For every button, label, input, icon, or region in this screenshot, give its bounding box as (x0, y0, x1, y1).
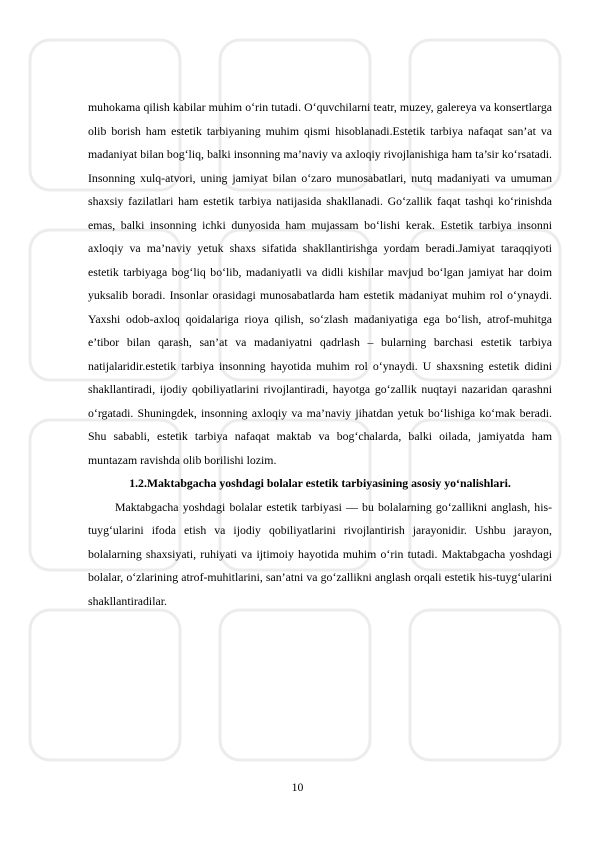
body-text (88, 96, 552, 613)
body-paragraph-1: muhokama qilish kabilar muhim o‘rin tutadi. O‘quvchilarni teatr, muzey, galereya va konsertlarga olib borish ham estetik tarbiyaning muhim qismi hisoblanadi.Estetik tarbiya nafaqat san’at va madaniyat bilan bog‘liq, balki insonning ma’naviy va axloqiy rivojlanishiga ham ta’sir ko‘rsatadi. Insonning xulq-atvori, uning jamiyat bilan o‘zaro munosabatlari, nutq madaniyati va umuman shaxsiy fazilatlari ham estetik tarbiya natijasida shakllanadi. Go‘zallik faqat tashqi ko‘rinishda emas, balki insonning ichki dunyosida ham mujassam bo‘lishi kerak. Estetik tarbiya insonni axloqiy va ma’naviy yetuk shaxs sifatida shakllantirishga yordam beradi.Jamiyat taraqqiyoti estetik tarbiyaga bog‘liq bo‘lib, madaniyatli va didli kishilar mavjud bo‘lgan jamiyat har doim yuksalib boradi. Insonlar orasidagi munosabatlarda ham estetik madaniyat muhim rol o‘ynaydi. Yaxshi odob-axloq qoidalariga rioya qilish, so‘zlash madaniyatiga ega bo‘lish, atrof-muhitga e’tibor bilan qarash, san’at va madaniyatni qadrlash – bularning barchasi estetik tarbiya natijalaridir.estetik tarbiya insonning hayotida muhim rol o‘ynaydi. U shaxsning estetik didini shakllantiradi, ijodiy qobiliyatlarini rivojlantiradi, hayotga go‘zallik nuqtayi nazaridan qarashni o‘rgatadi. Shuningdek, insonning axloqiy va ma’naviy jihatdan yetuk bo‘lishiga ko‘mak beradi. Shu sababli, estetik tarbiya nafaqat maktab va bog‘chalarda, balki oilada, jamiyatda ham muntazam ravishda olib borilishi lozim. (88, 100, 552, 467)
section-heading: 1.2.Maktabgacha yoshdagi bolalar estetik tarbiyasining asosiy yo‘nalishlari. (129, 476, 511, 490)
page-number: 10 (291, 780, 304, 794)
body-paragraph-2: Maktabgacha yoshdagi bolalar estetik tarbiyasi — bu bolalarning go‘zallikni anglash, his-tuyg‘ularini ifoda etish va ijodiy qobiliyatlarini rivojlantirish jarayonidir. Ushbu jarayon, bolalarning shaxsiyati, ruhiyati va ijtimoiy hayotida muhim o‘rin tutadi. Maktabgacha yoshdagi bolalar, o‘zlarining atrof-muhitlarini, san’atni va go‘zallikni anglash orqali estetik his-tuyg‘ularini shakllantiradilar. (88, 499, 552, 608)
